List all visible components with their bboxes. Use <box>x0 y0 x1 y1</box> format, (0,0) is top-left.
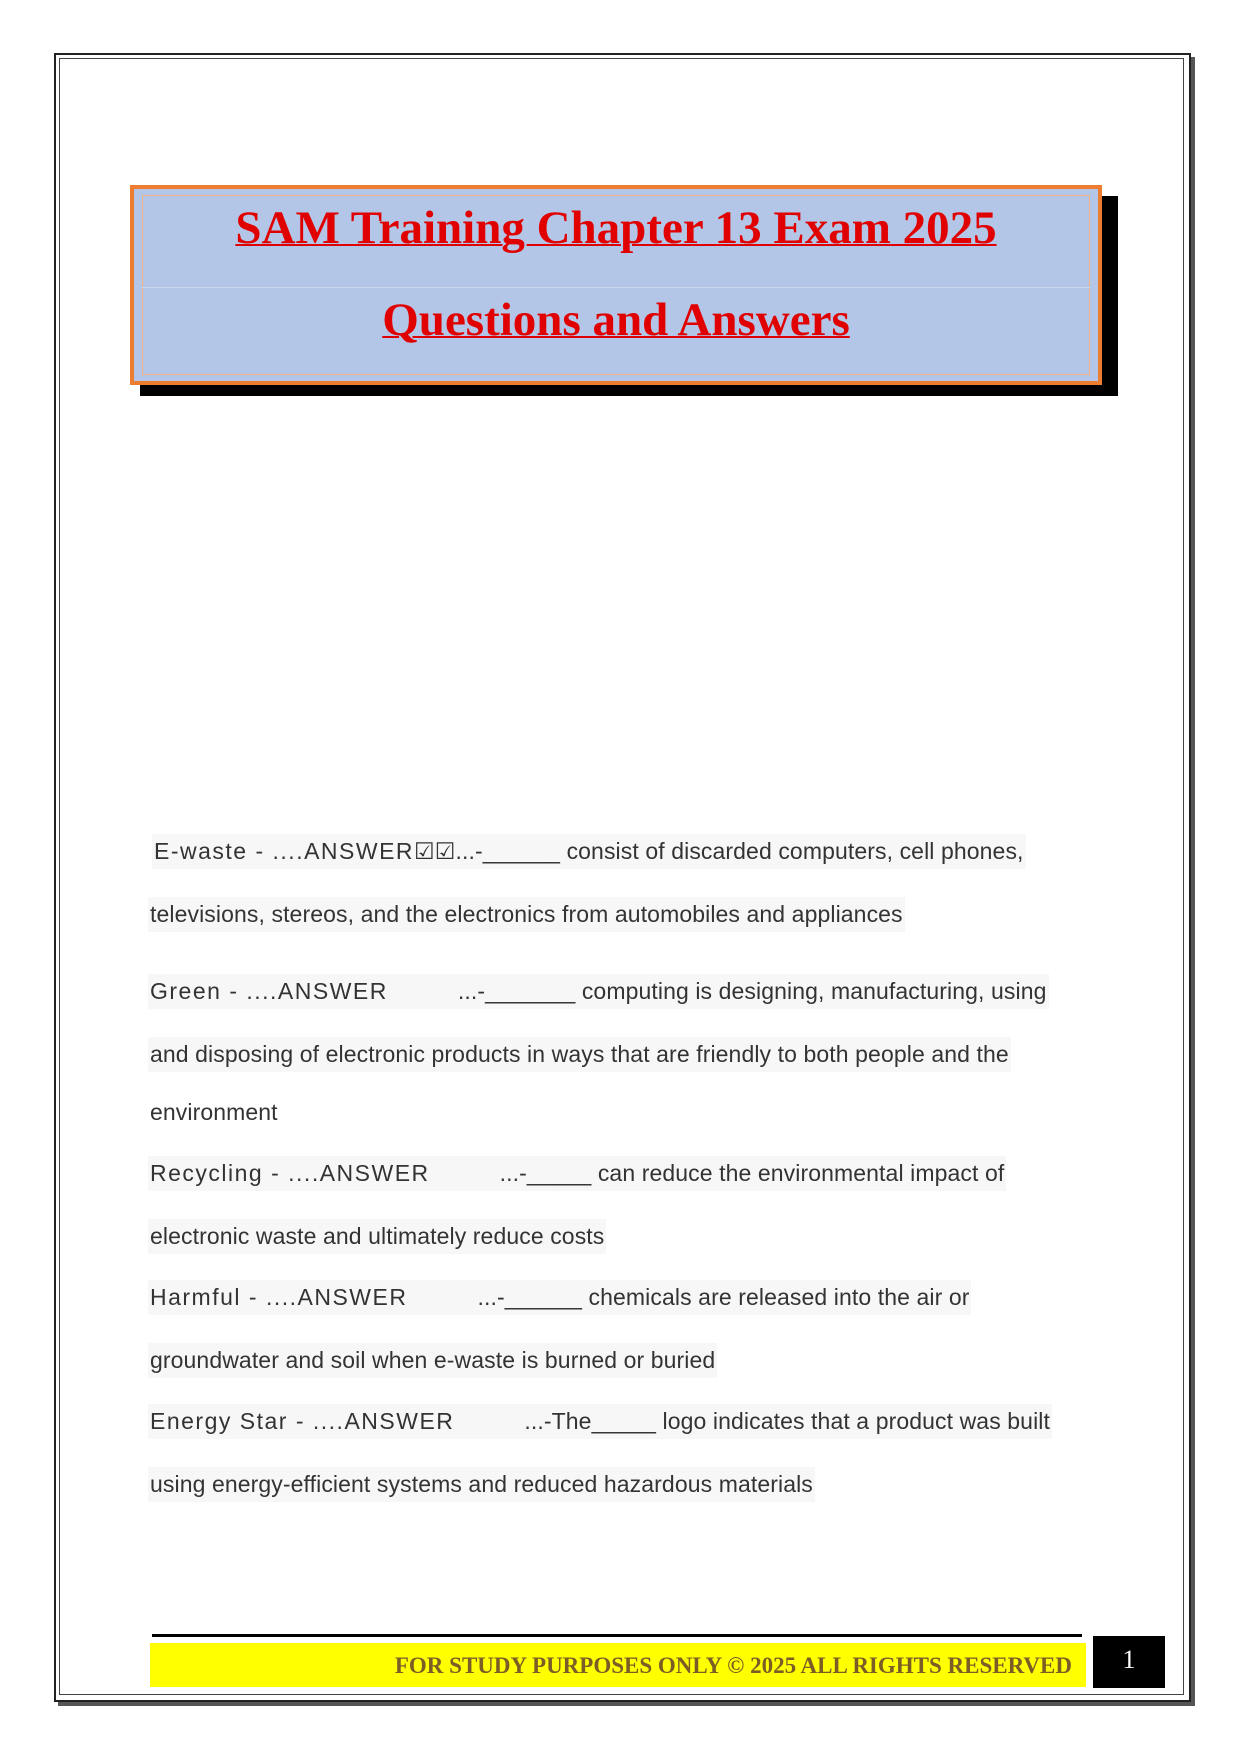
qa-term: Harmful - ....ANSWER <box>150 1284 408 1310</box>
qa-line: using energy-efficient systems and reduced hazardous materials <box>148 1467 815 1502</box>
checkbox-mark-icon: ☑☑ <box>414 838 456 864</box>
qa-answer: ...-_______ computing is designing, manufacturing, using <box>457 978 1047 1004</box>
qa-line: televisions, stereos, and the electronics from automobiles and appliances <box>148 897 905 932</box>
qa-line <box>152 834 1026 869</box>
footer-notice: FOR STUDY PURPOSES ONLY © 2025 ALL RIGHTS RESERVED <box>150 1643 1086 1687</box>
qa-answer: ...-The_____ logo indicates that a product was built <box>524 1408 1050 1434</box>
qa-line <box>148 1156 1006 1191</box>
qa-term: E-waste - ....ANSWER <box>154 838 415 864</box>
page-subtitle: Questions and Answers <box>382 294 850 346</box>
qa-line <box>148 1280 971 1315</box>
qa-line: environment <box>150 1099 278 1125</box>
page-number: 1 <box>1093 1636 1165 1688</box>
qa-line <box>148 1404 1052 1439</box>
footer-rule <box>152 1634 1082 1637</box>
page-title: SAM Training Chapter 13 Exam 2025 <box>235 202 997 254</box>
qa-line: and disposing of electronic products in ways that are friendly to both people and the <box>148 1037 1011 1072</box>
qa-term: Recycling - ....ANSWER <box>150 1160 430 1186</box>
qa-answer: ...-______ chemicals are released into the air or <box>477 1284 970 1310</box>
qa-line: electronic waste and ultimately reduce costs <box>148 1219 606 1254</box>
qa-term: Energy Star - ....ANSWER <box>150 1408 455 1434</box>
qa-term: Green - ....ANSWER <box>150 978 388 1004</box>
qa-line: groundwater and soil when e-waste is burned or buried <box>148 1343 717 1378</box>
qa-line <box>148 974 1049 1009</box>
qa-answer: ...-_____ can reduce the environmental impact of <box>499 1160 1005 1186</box>
title-separator <box>142 287 1090 288</box>
qa-answer: ...-______ consist of discarded computers, cell phones, <box>455 838 1024 864</box>
title-box <box>130 185 1102 385</box>
